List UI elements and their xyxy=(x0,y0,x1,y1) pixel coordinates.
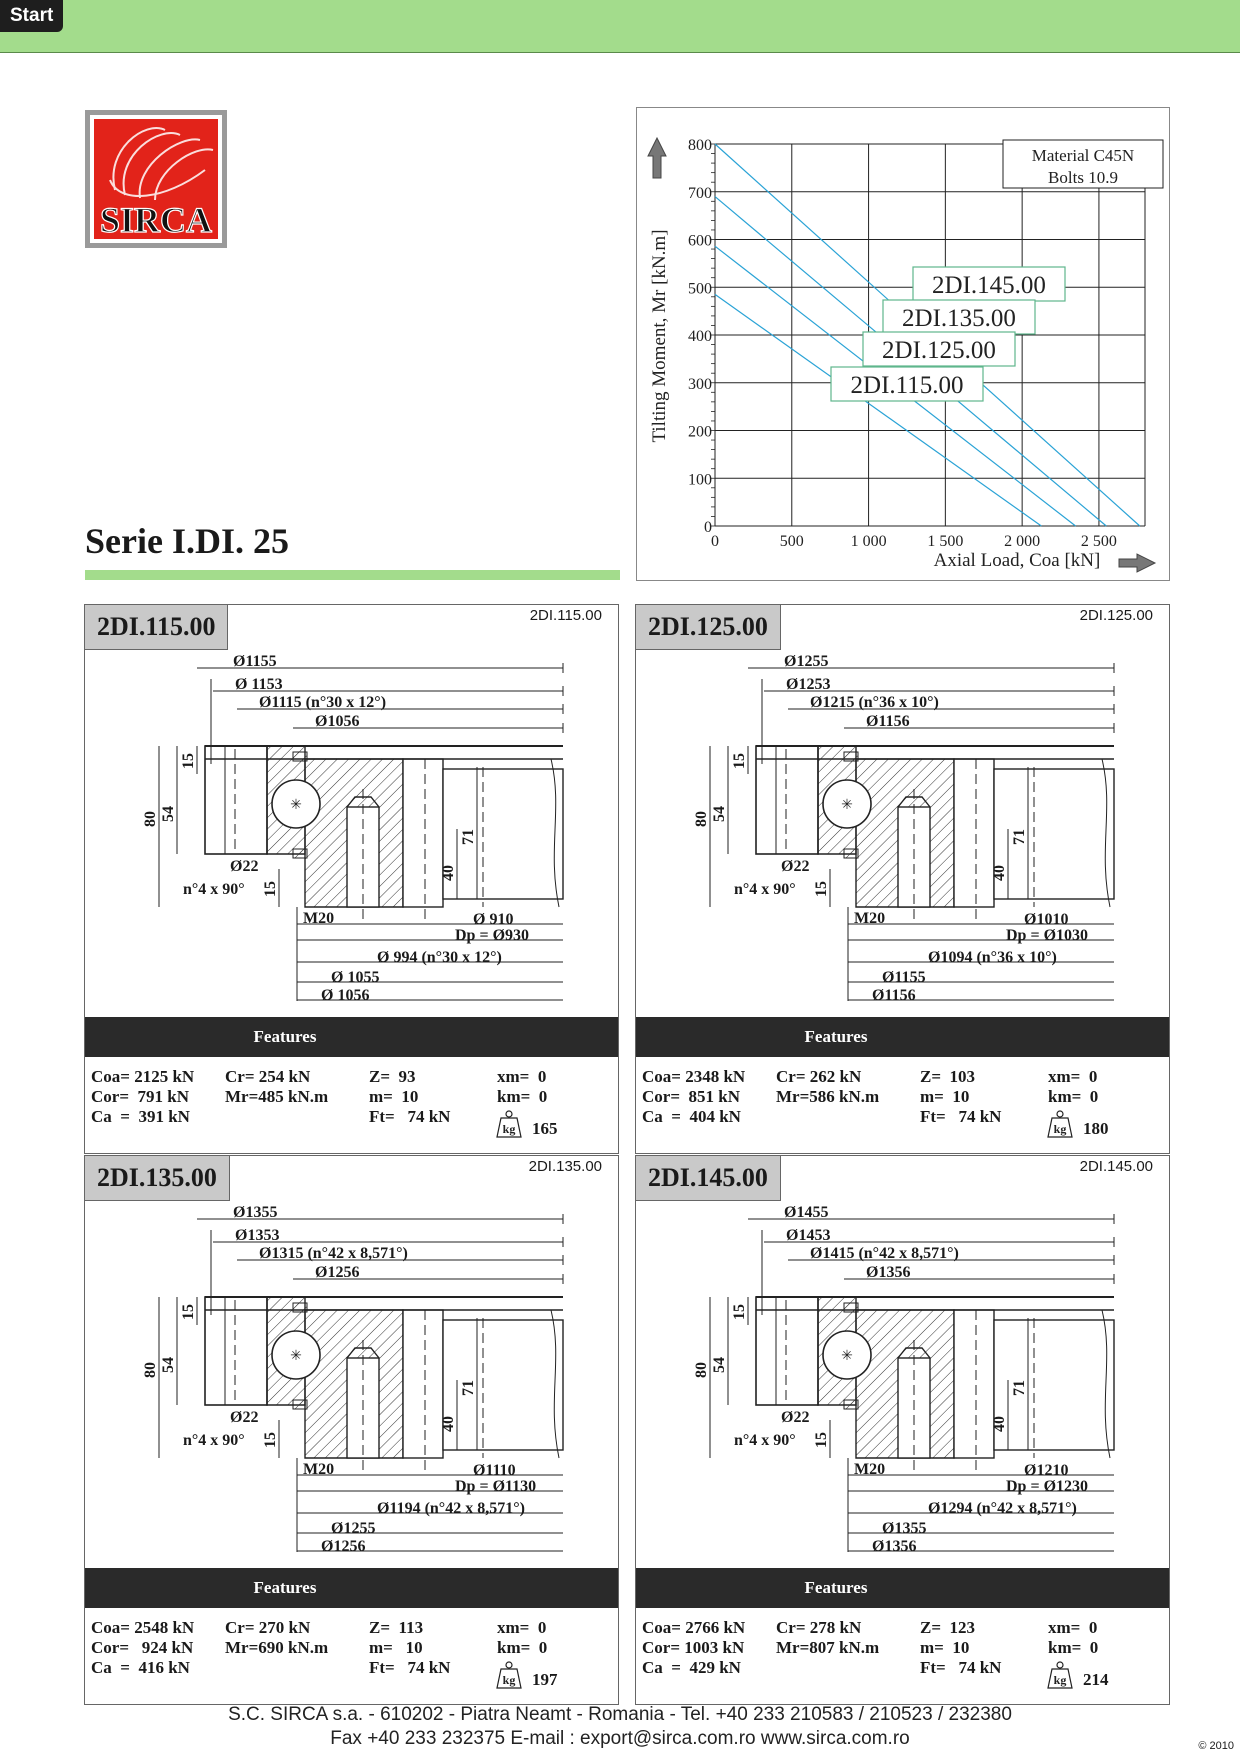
dim-label-h15b: 15 xyxy=(262,881,279,897)
y-tick-label: 200 xyxy=(688,423,712,441)
panel-code: 2DI.115.00 xyxy=(529,607,602,624)
dim-label-d-outer2: Ø1453 xyxy=(786,1227,831,1244)
bearing-panel xyxy=(635,604,1170,1154)
dim-label-d-inner-race: Ø1356 xyxy=(866,1264,911,1281)
material-note-text: Bolts 10.9 xyxy=(1048,168,1118,187)
y-tick-label: 800 xyxy=(688,137,712,154)
dim-label-dp: Dp = Ø1130 xyxy=(455,1478,537,1495)
dim-label-d-gear: Ø1210 xyxy=(1024,1462,1069,1479)
serie-title-underline xyxy=(85,570,620,580)
y-tick-label: 100 xyxy=(688,471,712,489)
dim-label-d-inner-race: Ø1156 xyxy=(866,713,910,730)
dim-label-h54: 54 xyxy=(160,806,177,822)
ball-center: ✳ xyxy=(841,798,853,813)
dim-label-d-gear: Ø1010 xyxy=(1024,911,1069,928)
dim-label-d-outer: Ø1355 xyxy=(233,1204,278,1221)
weight-value: 165 xyxy=(532,1119,558,1138)
dim-label-h80: 80 xyxy=(142,811,159,827)
start-button[interactable]: Start xyxy=(0,0,63,32)
dim-label-h15b: 15 xyxy=(813,881,830,897)
dim-label-h80: 80 xyxy=(693,811,710,827)
dim-label-h40: 40 xyxy=(440,1416,457,1432)
dim-label-d22: Ø22 xyxy=(781,1409,810,1426)
bearing-panel xyxy=(84,604,619,1154)
weight-icon-label: kg xyxy=(1053,1673,1067,1687)
dim-label-h15a: 15 xyxy=(731,753,748,769)
dim-label-dp: Dp = Ø1030 xyxy=(1006,927,1089,944)
spec-loads: Coa= 2125 kN Cor= 791 kN Ca = 391 kN xyxy=(91,1067,195,1126)
y-tick-label: 700 xyxy=(688,184,712,202)
seal-bottom xyxy=(293,849,307,858)
sirca-logo xyxy=(85,110,227,248)
dim-label-dp: Dp = Ø1230 xyxy=(1006,1478,1089,1495)
weight-icon-label: kg xyxy=(502,1673,516,1687)
weight-icon xyxy=(495,1109,523,1139)
dim-label-bolt-circle-inner: Ø1094 (n°36 x 10°) xyxy=(928,949,1057,966)
dim-label-bolt-circle-inner: Ø 994 (n°30 x 12°) xyxy=(377,949,502,966)
bearing-panel xyxy=(84,1155,619,1705)
y-tick-label: 300 xyxy=(688,375,712,393)
weight-value: 180 xyxy=(1083,1119,1109,1138)
y-tick-label: 600 xyxy=(688,232,712,250)
dim-label-d-bottom2: Ø1156 xyxy=(872,987,916,1004)
x-tick-label: 0 xyxy=(711,533,719,550)
dim-label-holes: n°4 x 90° xyxy=(734,1432,796,1449)
top-bar xyxy=(0,0,1240,53)
dim-label-h40: 40 xyxy=(440,865,457,881)
dim-label-bolt-circle-outer: Ø1415 (n°42 x 8,571°) xyxy=(810,1245,959,1262)
section-svg xyxy=(85,649,620,1021)
gear-body xyxy=(954,759,994,907)
seal-bottom xyxy=(293,1400,307,1409)
outer-ring xyxy=(205,1297,267,1405)
weight-icon xyxy=(495,1660,523,1690)
panel-title: 2DI.135.00 xyxy=(85,1156,230,1201)
panel-title: 2DI.125.00 xyxy=(636,605,781,650)
dim-label-h71: 71 xyxy=(1011,829,1028,845)
dim-label-h54: 54 xyxy=(160,1357,177,1373)
dim-label-bolt-circle-outer: Ø1115 (n°30 x 12°) xyxy=(259,694,387,711)
dim-label-d-inner-race: Ø1056 xyxy=(315,713,360,730)
spec-correction: xm= 0 km= 0 xyxy=(497,1067,548,1106)
bearing-panel xyxy=(635,1155,1170,1705)
dim-label-m20: M20 xyxy=(303,910,335,927)
spec-gear: Z= 123 m= 10 Ft= 74 kN xyxy=(920,1618,1002,1677)
y-axis-label: Tilting Moment, Mr [kN.m] xyxy=(649,229,670,443)
dim-label-h15a: 15 xyxy=(731,1304,748,1320)
dim-label-holes: n°4 x 90° xyxy=(183,881,245,898)
dim-label-d-outer2: Ø1253 xyxy=(786,676,831,693)
features-label: Features xyxy=(804,1027,868,1046)
seal-bottom xyxy=(844,1400,858,1409)
dim-label-h40: 40 xyxy=(991,865,1008,881)
dim-label-d22: Ø22 xyxy=(230,858,259,875)
spec-radial-moment: Cr= 254 kN Mr=485 kN.m xyxy=(225,1067,329,1106)
series-label: 2DI.125.00 xyxy=(882,337,996,364)
spec-gear: Z= 103 m= 10 Ft= 74 kN xyxy=(920,1067,1002,1126)
bearing-section-drawing xyxy=(636,649,1171,1021)
x-tick-label: 1 500 xyxy=(927,533,964,550)
dim-label-holes: n°4 x 90° xyxy=(734,881,796,898)
spec-loads: Coa= 2548 kN Cor= 924 kN Ca = 416 kN xyxy=(91,1618,195,1677)
dim-label-d-gear: Ø1110 xyxy=(473,1462,516,1479)
gear-body xyxy=(954,1310,994,1458)
x-axis-arrow-icon xyxy=(1119,554,1155,572)
spec-gear: Z= 113 m= 10 Ft= 74 kN xyxy=(369,1618,451,1677)
dim-label-bolt-circle-outer: Ø1315 (n°42 x 8,571°) xyxy=(259,1245,408,1262)
spec-radial-moment: Cr= 262 kN Mr=586 kN.m xyxy=(776,1067,880,1106)
spec-correction: xm= 0 km= 0 xyxy=(1048,1618,1099,1657)
x-tick-label: 1 000 xyxy=(850,533,887,550)
dim-label-d-gear: Ø 910 xyxy=(473,911,514,928)
outer-ring xyxy=(756,746,818,854)
section-svg xyxy=(636,1200,1171,1572)
spec-radial-moment: Cr= 278 kN Mr=807 kN.m xyxy=(776,1618,880,1657)
spec-correction: xm= 0 km= 0 xyxy=(1048,1067,1099,1106)
dim-label-bolt-circle-inner: Ø1294 (n°42 x 8,571°) xyxy=(928,1500,1077,1517)
weight-value: 197 xyxy=(532,1670,558,1689)
panel-code: 2DI.135.00 xyxy=(528,1158,602,1175)
dim-label-h15b: 15 xyxy=(813,1432,830,1448)
ball-center: ✳ xyxy=(290,798,302,813)
panel-code: 2DI.145.00 xyxy=(1079,1158,1153,1175)
outer-ring xyxy=(756,1297,818,1405)
dim-label-d-bottom2: Ø1356 xyxy=(872,1538,917,1555)
weight-icon xyxy=(1046,1109,1074,1139)
dim-label-d-inner-race: Ø1256 xyxy=(315,1264,360,1281)
spec-loads: Coa= 2766 kN Cor= 1003 kN Ca = 429 kN xyxy=(642,1618,746,1677)
series-label: 2DI.145.00 xyxy=(932,272,1046,299)
gear-body xyxy=(403,1310,443,1458)
logo-text: SIRCA xyxy=(99,200,213,240)
y-axis-arrow-icon xyxy=(648,138,666,178)
dim-label-d-bottom1: Ø1355 xyxy=(882,1520,927,1537)
footer-line-1: S.C. SIRCA s.a. - 610202 - Piatra Neamt - Romania - Tel. +40 233 210583 / 210523 / 232380 xyxy=(228,1704,1012,1725)
dim-label-h15a: 15 xyxy=(180,1304,197,1320)
dim-label-h15b: 15 xyxy=(262,1432,279,1448)
dim-label-d-bottom2: Ø 1056 xyxy=(321,987,370,1004)
dim-label-dp: Dp = Ø930 xyxy=(455,927,530,944)
dim-label-bolt-circle-inner: Ø1194 (n°42 x 8,571°) xyxy=(377,1500,525,1517)
section-svg xyxy=(636,649,1171,1021)
dim-label-h15a: 15 xyxy=(180,753,197,769)
panel-title: 2DI.145.00 xyxy=(636,1156,781,1201)
dim-label-m20: M20 xyxy=(854,1461,886,1478)
outer-ring xyxy=(205,746,267,854)
y-tick-label: 400 xyxy=(688,328,712,345)
dim-label-h71: 71 xyxy=(460,1380,477,1396)
load-chart xyxy=(636,107,1170,581)
dim-label-h80: 80 xyxy=(693,1362,710,1378)
y-tick-label: 0 xyxy=(704,519,712,536)
spec-correction: xm= 0 km= 0 xyxy=(497,1618,548,1657)
ball-center: ✳ xyxy=(841,1349,853,1364)
dim-label-m20: M20 xyxy=(854,910,886,927)
copyright: © 2010 xyxy=(1198,1740,1234,1752)
dim-label-d-outer: Ø1255 xyxy=(784,653,829,670)
dim-label-h71: 71 xyxy=(1011,1380,1028,1396)
x-tick-label: 2 000 xyxy=(1004,533,1041,550)
series-label: 2DI.135.00 xyxy=(902,305,1016,332)
panel-code: 2DI.125.00 xyxy=(1079,607,1153,624)
weight-icon xyxy=(1046,1660,1074,1690)
features-label: Features xyxy=(253,1578,317,1597)
bearing-section-drawing xyxy=(636,1200,1171,1572)
dim-label-bolt-circle-outer: Ø1215 (n°36 x 10°) xyxy=(810,694,939,711)
section-svg xyxy=(85,1200,620,1572)
serie-title: Serie I.DI. 25 xyxy=(85,521,289,561)
dim-label-m20: M20 xyxy=(303,1461,335,1478)
spec-loads: Coa= 2348 kN Cor= 851 kN Ca = 404 kN xyxy=(642,1067,746,1126)
gear-body xyxy=(403,759,443,907)
dim-label-d-outer: Ø1455 xyxy=(784,1204,829,1221)
dim-label-d-bottom1: Ø1155 xyxy=(882,969,926,986)
features-label: Features xyxy=(804,1578,868,1597)
dim-label-h54: 54 xyxy=(711,806,728,822)
features-bar xyxy=(636,1568,1169,1608)
ball-center: ✳ xyxy=(290,1349,302,1364)
series-label: 2DI.115.00 xyxy=(850,372,964,399)
dim-label-d-outer2: Ø 1153 xyxy=(235,676,283,693)
dim-label-h71: 71 xyxy=(460,829,477,845)
features-bar xyxy=(85,1017,618,1057)
features-bar xyxy=(85,1568,618,1608)
seal-bottom xyxy=(844,849,858,858)
panel-title: 2DI.115.00 xyxy=(85,605,228,650)
bearing-section-drawing xyxy=(85,649,620,1021)
chart-svg xyxy=(637,108,1169,580)
weight-icon-label: kg xyxy=(1053,1122,1067,1136)
dim-label-holes: n°4 x 90° xyxy=(183,1432,245,1449)
dim-label-h54: 54 xyxy=(711,1357,728,1373)
y-tick-label: 500 xyxy=(688,280,712,298)
footer-line-2: Fax +40 233 232375 E-mail : export@sirca.com.ro www.sirca.com.ro xyxy=(330,1728,910,1749)
dim-label-h40: 40 xyxy=(991,1416,1008,1432)
dim-label-d-outer2: Ø1353 xyxy=(235,1227,280,1244)
features-label: Features xyxy=(253,1027,317,1046)
features-bar xyxy=(636,1017,1169,1057)
dim-label-d-bottom1: Ø 1055 xyxy=(331,969,380,986)
footer xyxy=(0,1703,1240,1751)
material-note-text: Material C45N xyxy=(1031,146,1135,165)
dim-label-d22: Ø22 xyxy=(781,858,810,875)
dim-label-d-outer: Ø1155 xyxy=(233,653,277,670)
x-tick-label: 500 xyxy=(779,533,804,550)
weight-value: 214 xyxy=(1083,1670,1109,1689)
dim-label-d-bottom2: Ø1256 xyxy=(321,1538,366,1555)
spec-gear: Z= 93 m= 10 Ft= 74 kN xyxy=(369,1067,451,1126)
dim-label-h80: 80 xyxy=(142,1362,159,1378)
x-tick-label: 2 500 xyxy=(1080,533,1117,550)
dim-label-d-bottom1: Ø1255 xyxy=(331,1520,376,1537)
weight-icon-label: kg xyxy=(502,1122,516,1136)
x-axis-label: Axial Load, Coa [kN] xyxy=(933,550,1101,571)
spec-radial-moment: Cr= 270 kN Mr=690 kN.m xyxy=(225,1618,329,1657)
bearing-section-drawing xyxy=(85,1200,620,1572)
dim-label-d22: Ø22 xyxy=(230,1409,259,1426)
